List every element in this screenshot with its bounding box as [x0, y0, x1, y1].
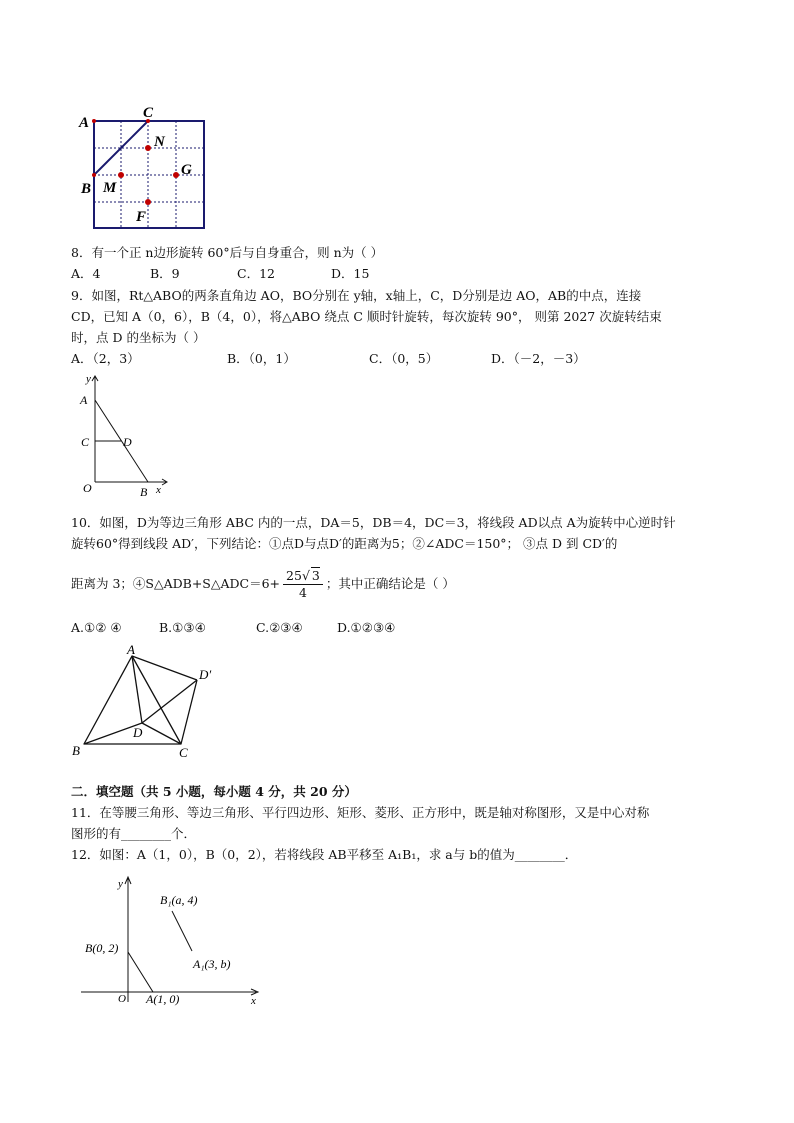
label-a: A(1, 0) — [146, 992, 180, 1006]
q8-option-c: C．12 — [237, 266, 275, 281]
q10-option-d: D.①②③④ — [337, 620, 396, 635]
q10-line3-pre: 距离为 3；④S△ADB+S△ADC＝6+ — [71, 576, 281, 591]
q10-option-b: B.①③④ — [159, 620, 206, 635]
label-a: A — [127, 642, 135, 657]
q10-option-a: A.①② ④ — [71, 620, 122, 635]
q8-option-a: A．4 — [71, 266, 101, 281]
label-c: C — [143, 105, 154, 121]
label-g: G — [181, 162, 192, 178]
label-c: C — [179, 745, 188, 760]
label-a: A — [79, 115, 90, 131]
q9-option-d: D．（－2，－3） — [491, 351, 586, 366]
axis-y-label: y — [118, 878, 123, 890]
q9-option-c: C．（0，5） — [369, 351, 439, 366]
label-d: D — [123, 435, 132, 449]
label-b: B — [81, 181, 92, 197]
frac-num: 25 — [286, 568, 302, 583]
equilateral-triangle-figure — [66, 642, 236, 764]
q9-line3: 时，点 D 的坐标为（ ） — [71, 330, 206, 345]
q8-stem: 8．有一个正 n边形旋转 60°后与自身重合，则 n为（ ） — [71, 245, 384, 260]
label-c: C — [81, 435, 90, 449]
fraction-25-root3-over-4: $\frac{25√ 3}{4}$ — [283, 568, 323, 601]
q10-line2: 旋转60°得到线段 AD′，下列结论：①点D与点D′的距离为5；②∠ADC＝150°； ③点 D 到 CD′的 — [71, 536, 618, 551]
frac-den: 4 — [298, 585, 307, 600]
frac-radicand: 3 — [311, 568, 320, 583]
q10-line3-post: ；其中正确结论是（ ） — [325, 576, 455, 591]
q8-option-b: B．9 — [150, 266, 180, 281]
q11-line2: 图形的有________个． — [71, 826, 197, 841]
q8-options — [71, 266, 471, 282]
q12-stem: 12．如图：A（1，0），B（0，2），若将线段 AB平移至 A₁B₁，求 a与 b的值为________． — [71, 847, 578, 862]
q9-option-a: A．（2，3） — [71, 351, 140, 366]
label-o: O — [83, 481, 92, 495]
label-d-prime: D′ — [199, 667, 212, 682]
q10-line3 — [71, 566, 455, 602]
q9-line1: 9．如图，Rt△ABO的两条直角边 AO，BO分别在 y轴，x轴上，C，D分别是边 AO，AB的中点，连接 — [71, 288, 642, 303]
label-m: M — [103, 180, 117, 196]
label-b: B — [140, 485, 148, 499]
label-b: B — [72, 743, 80, 758]
label-a1: A₁(3, b) — [193, 957, 231, 971]
q10-options — [71, 620, 471, 636]
label-b1: B₁(a, 4) — [160, 893, 198, 907]
axis-x-label: x — [251, 995, 256, 1007]
label-o: O — [118, 993, 126, 1005]
section-heading: 二．填空题（共 5 小题，每小题 4 分，共 20 分） — [71, 784, 357, 799]
label-d: D — [133, 725, 143, 740]
segment-ab — [128, 952, 153, 992]
q11-line1: 11．在等腰三角形、等边三角形、平行四边形、矩形、菱形、正方形中，既是轴对称图形，又是中心对称 — [71, 805, 650, 820]
segment-a1b1 — [172, 911, 192, 951]
translation-figure — [76, 874, 266, 1014]
axis-x-label: x — [156, 484, 161, 496]
q9-options — [71, 351, 691, 367]
label-b: B(0, 2) — [85, 941, 119, 955]
q9-line2: CD，已知 A（0，6），B（4，0），将△ABO 绕点 C 顺时针旋转，每次旋转 90°， 则第 2027 次旋转结束 — [71, 309, 662, 324]
q8-option-d: D．15 — [331, 266, 370, 281]
axis-y-label: y — [86, 373, 91, 385]
grid-figure — [76, 100, 216, 235]
label-a: A — [80, 393, 88, 407]
q10-line1: 10．如图，D为等边三角形 ABC 内的一点，DA＝5，DB＝4，DC＝3，将线段 AD以点 A为旋转中心逆时针 — [71, 515, 676, 530]
q10-option-c: C.②③④ — [256, 620, 303, 635]
label-n: N — [154, 134, 165, 150]
q9-option-b: B．（0，1） — [227, 351, 296, 366]
triangle-axes-figure — [76, 372, 176, 502]
label-f: F — [136, 209, 147, 225]
